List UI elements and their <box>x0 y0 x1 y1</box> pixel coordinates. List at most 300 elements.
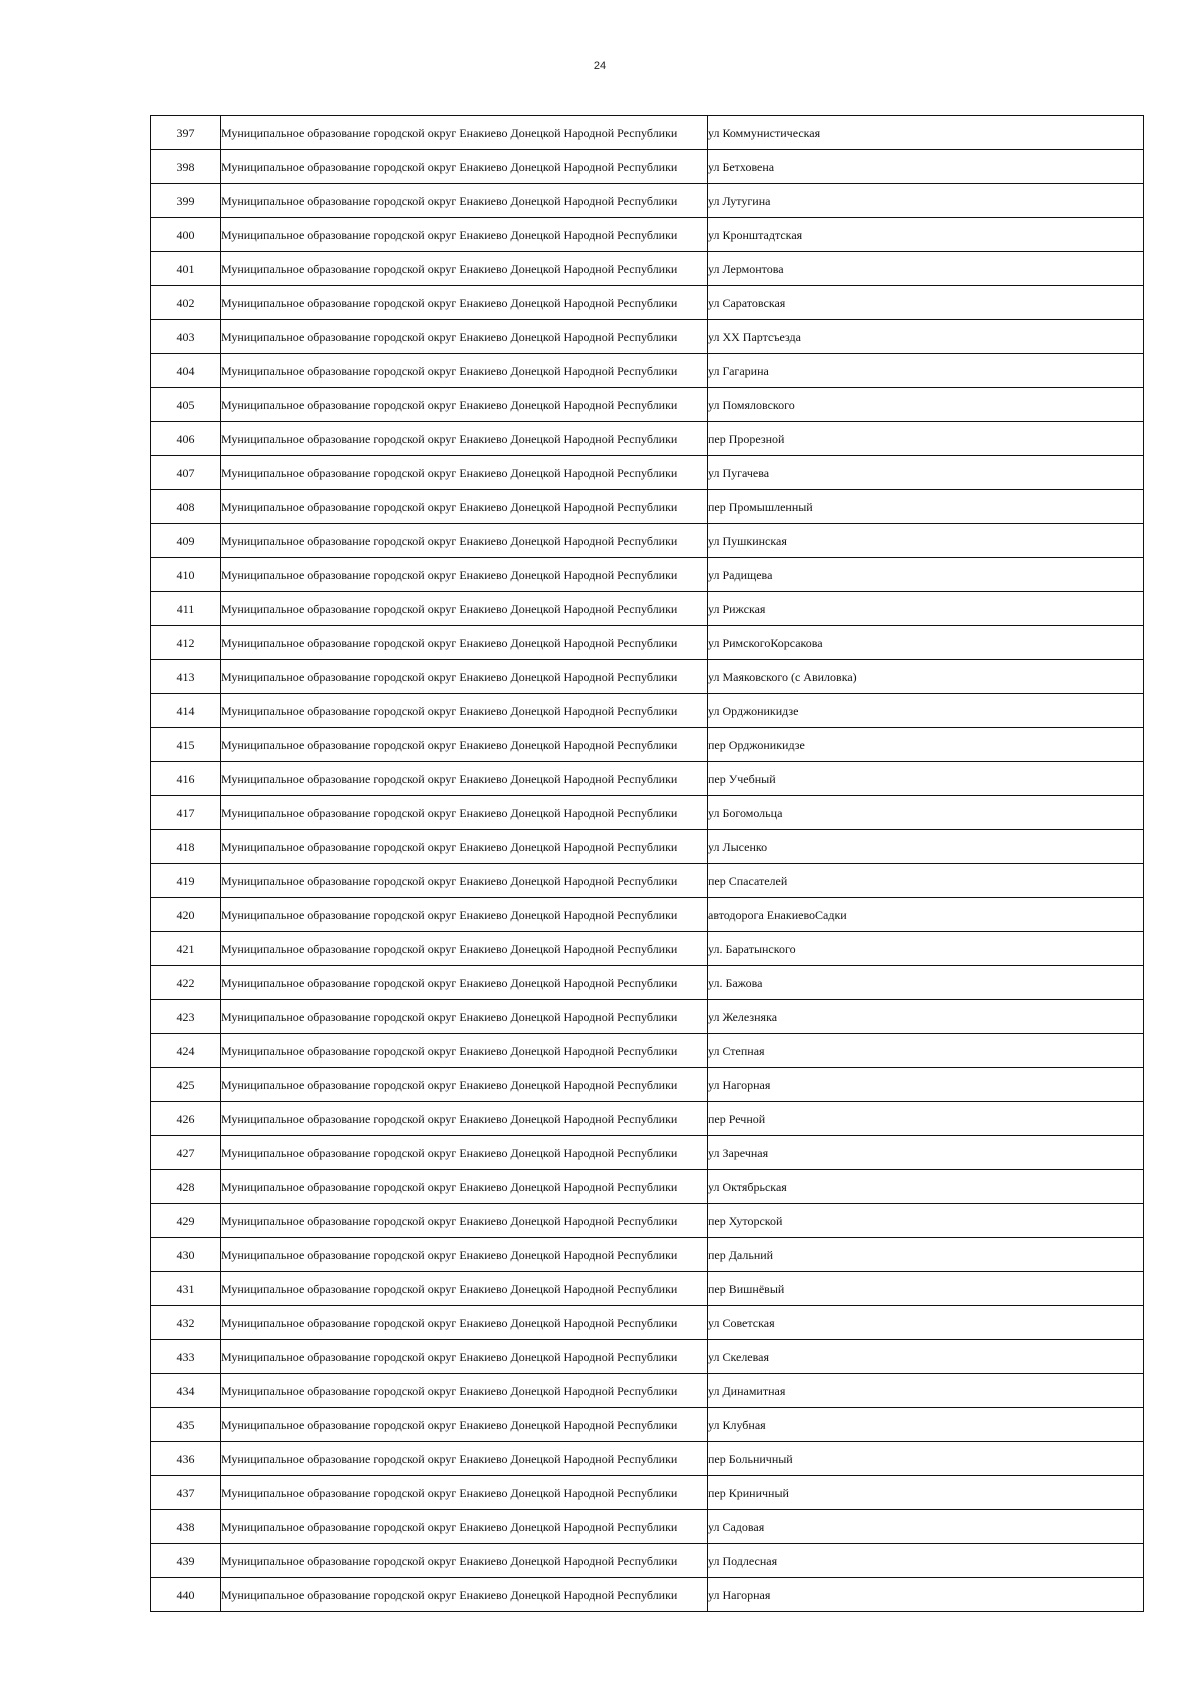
row-number-cell-text: 427 <box>176 1145 195 1160</box>
municipality-cell <box>221 1102 708 1136</box>
table-row <box>151 762 1144 796</box>
table-row <box>151 184 1144 218</box>
street-cell <box>708 1238 1144 1272</box>
street-cell <box>708 286 1144 320</box>
street-cell <box>708 184 1144 218</box>
street-cell-text: ул Степная <box>708 1043 765 1058</box>
row-number-cell-text: 406 <box>176 431 195 446</box>
row-number-cell-text: 425 <box>176 1077 195 1092</box>
street-cell <box>708 422 1144 456</box>
street-cell <box>708 388 1144 422</box>
table-row <box>151 286 1144 320</box>
row-number-cell-text: 428 <box>176 1179 195 1194</box>
registry-table <box>150 115 1144 1612</box>
street-cell-text: ул Лермонтова <box>708 261 784 276</box>
street-cell-text: ул ХХ Партсъезда <box>708 329 801 344</box>
row-number-cell-text: 437 <box>176 1485 195 1500</box>
street-cell-text: ул Помяловского <box>708 397 795 412</box>
municipality-cell-text: Муниципальное образование городской округ Енакиево Донецкой Народной Республики <box>221 363 678 378</box>
municipality-cell-text: Муниципальное образование городской округ Енакиево Донецкой Народной Республики <box>221 1587 678 1602</box>
street-cell-text: ул. Баратынского <box>708 941 796 956</box>
table-row <box>151 150 1144 184</box>
row-number-cell-text: 400 <box>176 227 195 242</box>
street-cell-text: ул Пугачева <box>708 465 770 480</box>
row-number-cell-text: 399 <box>176 193 195 208</box>
municipality-cell-text: Муниципальное образование городской округ Енакиево Донецкой Народной Республики <box>221 737 678 752</box>
municipality-cell-text: Муниципальное образование городской округ Енакиево Донецкой Народной Республики <box>221 295 678 310</box>
street-cell-text: пер Орджоникидзе <box>708 737 805 752</box>
municipality-cell-text: Муниципальное образование городской округ Енакиево Донецкой Народной Республики <box>221 1383 678 1398</box>
row-number-cell-text: 429 <box>176 1213 195 1228</box>
row-number-cell <box>151 354 221 388</box>
street-cell <box>708 796 1144 830</box>
municipality-cell-text: Муниципальное образование городской округ Енакиево Донецкой Народной Республики <box>221 1145 678 1160</box>
row-number-cell-text: 411 <box>176 601 195 616</box>
table-row <box>151 252 1144 286</box>
municipality-cell-text: Муниципальное образование городской округ Енакиево Донецкой Народной Республики <box>221 533 678 548</box>
municipality-cell <box>221 184 708 218</box>
street-cell <box>708 456 1144 490</box>
table-row <box>151 1408 1144 1442</box>
municipality-cell <box>221 286 708 320</box>
table-row <box>151 1510 1144 1544</box>
street-cell <box>708 762 1144 796</box>
municipality-cell-text: Муниципальное образование городской округ Енакиево Донецкой Народной Республики <box>221 159 678 174</box>
street-cell-text: ул Клубная <box>708 1417 766 1432</box>
row-number-cell <box>151 1510 221 1544</box>
street-cell-text: ул. Бажова <box>708 975 763 990</box>
row-number-cell <box>151 898 221 932</box>
table-row <box>151 490 1144 524</box>
street-cell <box>708 1408 1144 1442</box>
municipality-cell-text: Муниципальное образование городской округ Енакиево Донецкой Народной Республики <box>221 193 678 208</box>
row-number-cell <box>151 1102 221 1136</box>
street-cell <box>708 1340 1144 1374</box>
row-number-cell-text: 421 <box>176 941 195 956</box>
municipality-cell <box>221 1476 708 1510</box>
municipality-cell <box>221 660 708 694</box>
municipality-cell <box>221 1000 708 1034</box>
row-number-cell <box>151 218 221 252</box>
municipality-cell <box>221 320 708 354</box>
row-number-cell-text: 416 <box>176 771 195 786</box>
municipality-cell <box>221 1544 708 1578</box>
municipality-cell <box>221 1510 708 1544</box>
table-row <box>151 728 1144 762</box>
table-row <box>151 966 1144 1000</box>
table-row <box>151 456 1144 490</box>
municipality-cell-text: Муниципальное образование городской округ Енакиево Донецкой Народной Республики <box>221 1111 678 1126</box>
table-row <box>151 1340 1144 1374</box>
row-number-cell-text: 409 <box>176 533 195 548</box>
municipality-cell-text: Муниципальное образование городской округ Енакиево Донецкой Народной Республики <box>221 941 678 956</box>
table-row <box>151 626 1144 660</box>
street-cell <box>708 1306 1144 1340</box>
street-cell <box>708 1068 1144 1102</box>
street-cell <box>708 1272 1144 1306</box>
municipality-cell <box>221 490 708 524</box>
street-cell-text: пер Криничный <box>708 1485 789 1500</box>
row-number-cell <box>151 320 221 354</box>
municipality-cell <box>221 1272 708 1306</box>
municipality-cell-text: Муниципальное образование городской округ Енакиево Донецкой Народной Республики <box>221 1485 678 1500</box>
row-number-cell-text: 423 <box>176 1009 195 1024</box>
municipality-cell-text: Муниципальное образование городской округ Енакиево Донецкой Народной Республики <box>221 1043 678 1058</box>
street-cell-text: пер Речной <box>708 1111 766 1126</box>
street-cell <box>708 1170 1144 1204</box>
street-cell-text: ул Пушкинская <box>708 533 787 548</box>
table-row <box>151 422 1144 456</box>
street-cell <box>708 1476 1144 1510</box>
row-number-cell <box>151 864 221 898</box>
street-cell <box>708 1544 1144 1578</box>
row-number-cell <box>151 660 221 694</box>
table-row <box>151 1476 1144 1510</box>
row-number-cell-text: 426 <box>176 1111 195 1126</box>
row-number-cell <box>151 966 221 1000</box>
municipality-cell <box>221 1306 708 1340</box>
municipality-cell <box>221 932 708 966</box>
street-cell <box>708 660 1144 694</box>
street-cell-text: ул Богомольца <box>708 805 783 820</box>
municipality-cell <box>221 456 708 490</box>
row-number-cell-text: 440 <box>176 1587 195 1602</box>
row-number-cell-text: 422 <box>176 975 195 990</box>
street-cell-text: пер Спасателей <box>708 873 788 888</box>
street-cell <box>708 1578 1144 1612</box>
table-row <box>151 1102 1144 1136</box>
municipality-cell <box>221 252 708 286</box>
table-row <box>151 1204 1144 1238</box>
row-number-cell <box>151 388 221 422</box>
street-cell-text: ул Скелевая <box>708 1349 769 1364</box>
municipality-cell <box>221 1340 708 1374</box>
municipality-cell-text: Муниципальное образование городской округ Енакиево Донецкой Народной Республики <box>221 431 678 446</box>
row-number-cell <box>151 490 221 524</box>
row-number-cell-text: 402 <box>176 295 195 310</box>
table-row <box>151 1272 1144 1306</box>
street-cell <box>708 898 1144 932</box>
row-number-cell <box>151 150 221 184</box>
street-cell-text: пер Вишнёвый <box>708 1281 785 1296</box>
row-number-cell <box>151 1442 221 1476</box>
municipality-cell-text: Муниципальное образование городской округ Енакиево Донецкой Народной Республики <box>221 907 678 922</box>
municipality-cell <box>221 558 708 592</box>
municipality-cell-text: Муниципальное образование городской округ Енакиево Донецкой Народной Республики <box>221 703 678 718</box>
row-number-cell-text: 434 <box>176 1383 195 1398</box>
table-row <box>151 1442 1144 1476</box>
table-row <box>151 796 1144 830</box>
table-row <box>151 660 1144 694</box>
street-cell-text: ул Лысенко <box>708 839 768 854</box>
municipality-cell-text: Муниципальное образование городской округ Енакиево Донецкой Народной Республики <box>221 1281 678 1296</box>
street-cell-text: ул Подлесная <box>708 1553 778 1568</box>
street-cell <box>708 1510 1144 1544</box>
street-cell <box>708 320 1144 354</box>
municipality-cell <box>221 626 708 660</box>
row-number-cell <box>151 1340 221 1374</box>
street-cell <box>708 490 1144 524</box>
row-number-cell-text: 417 <box>176 805 195 820</box>
street-cell <box>708 626 1144 660</box>
row-number-cell <box>151 762 221 796</box>
municipality-cell-text: Муниципальное образование городской округ Енакиево Донецкой Народной Республики <box>221 1179 678 1194</box>
municipality-cell <box>221 830 708 864</box>
row-number-cell <box>151 796 221 830</box>
table-row <box>151 388 1144 422</box>
table-row <box>151 1170 1144 1204</box>
municipality-cell-text: Муниципальное образование городской округ Енакиево Донецкой Народной Республики <box>221 1519 678 1534</box>
municipality-cell <box>221 1034 708 1068</box>
table-row <box>151 1238 1144 1272</box>
municipality-cell-text: Муниципальное образование городской округ Енакиево Донецкой Народной Республики <box>221 805 678 820</box>
row-number-cell-text: 410 <box>176 567 195 582</box>
municipality-cell <box>221 728 708 762</box>
street-cell-text: ул Гагарина <box>708 363 769 378</box>
row-number-cell-text: 438 <box>176 1519 195 1534</box>
row-number-cell <box>151 830 221 864</box>
municipality-cell <box>221 898 708 932</box>
street-cell <box>708 864 1144 898</box>
municipality-cell <box>221 354 708 388</box>
row-number-cell-text: 407 <box>176 465 195 480</box>
street-cell <box>708 830 1144 864</box>
municipality-cell <box>221 388 708 422</box>
municipality-cell <box>221 694 708 728</box>
municipality-cell <box>221 966 708 1000</box>
row-number-cell-text: 433 <box>176 1349 195 1364</box>
municipality-cell <box>221 796 708 830</box>
row-number-cell <box>151 184 221 218</box>
row-number-cell-text: 404 <box>176 363 195 378</box>
table-row <box>151 1034 1144 1068</box>
municipality-cell-text: Муниципальное образование городской округ Енакиево Донецкой Народной Республики <box>221 1077 678 1092</box>
row-number-cell <box>151 1476 221 1510</box>
street-cell <box>708 218 1144 252</box>
street-cell-text: пер Хуторской <box>708 1213 783 1228</box>
municipality-cell <box>221 762 708 796</box>
street-cell <box>708 1442 1144 1476</box>
municipality-cell-text: Муниципальное образование городской округ Енакиево Донецкой Народной Республики <box>221 1213 678 1228</box>
row-number-cell-text: 415 <box>176 737 195 752</box>
street-cell <box>708 1204 1144 1238</box>
street-cell-text: пер Больничный <box>708 1451 793 1466</box>
row-number-cell-text: 398 <box>176 159 195 174</box>
table-row <box>151 1578 1144 1612</box>
table-row <box>151 694 1144 728</box>
street-cell-text: ул Орджоникидзе <box>708 703 799 718</box>
row-number-cell <box>151 932 221 966</box>
street-cell-text: ул Садовая <box>708 1519 765 1534</box>
street-cell-text: пер Прорезной <box>708 431 785 446</box>
municipality-cell-text: Муниципальное образование городской округ Енакиево Донецкой Народной Республики <box>221 669 678 684</box>
street-cell <box>708 1034 1144 1068</box>
municipality-cell-text: Муниципальное образование городской округ Енакиево Донецкой Народной Республики <box>221 567 678 582</box>
table-row <box>151 1136 1144 1170</box>
municipality-cell-text: Муниципальное образование городской округ Енакиево Донецкой Народной Республики <box>221 261 678 276</box>
municipality-cell <box>221 524 708 558</box>
table-row <box>151 558 1144 592</box>
table-row <box>151 1544 1144 1578</box>
row-number-cell-text: 397 <box>176 125 195 140</box>
row-number-cell <box>151 422 221 456</box>
row-number-cell-text: 412 <box>176 635 195 650</box>
street-cell-text: ул Рижская <box>708 601 766 616</box>
municipality-cell-text: Муниципальное образование городской округ Енакиево Донецкой Народной Республики <box>221 873 678 888</box>
row-number-cell-text: 439 <box>176 1553 195 1568</box>
row-number-cell <box>151 456 221 490</box>
street-cell-text: автодорога ЕнакиевоСадки <box>708 907 847 922</box>
row-number-cell-text: 435 <box>176 1417 195 1432</box>
municipality-cell <box>221 592 708 626</box>
row-number-cell <box>151 1034 221 1068</box>
street-cell <box>708 592 1144 626</box>
street-cell-text: ул Нагорная <box>708 1587 771 1602</box>
row-number-cell-text: 419 <box>176 873 195 888</box>
municipality-cell <box>221 1204 708 1238</box>
municipality-cell <box>221 422 708 456</box>
municipality-cell-text: Муниципальное образование городской округ Енакиево Донецкой Народной Республики <box>221 329 678 344</box>
table-row <box>151 830 1144 864</box>
municipality-cell-text: Муниципальное образование городской округ Енакиево Донецкой Народной Республики <box>221 227 678 242</box>
row-number-cell-text: 420 <box>176 907 195 922</box>
municipality-cell-text: Муниципальное образование городской округ Енакиево Донецкой Народной Республики <box>221 635 678 650</box>
row-number-cell-text: 436 <box>176 1451 195 1466</box>
table-row <box>151 898 1144 932</box>
table-row <box>151 932 1144 966</box>
municipality-cell-text: Муниципальное образование городской округ Енакиево Донецкой Народной Республики <box>221 1349 678 1364</box>
municipality-cell <box>221 1578 708 1612</box>
municipality-cell-text: Муниципальное образование городской округ Енакиево Донецкой Народной Республики <box>221 1009 678 1024</box>
registry-table-body <box>151 116 1144 1612</box>
street-cell <box>708 932 1144 966</box>
street-cell-text: ул Коммунистическая <box>708 125 821 140</box>
municipality-cell-text: Муниципальное образование городской округ Енакиево Донецкой Народной Республики <box>221 1315 678 1330</box>
street-cell <box>708 1102 1144 1136</box>
street-cell-text: ул Саратовская <box>708 295 786 310</box>
municipality-cell <box>221 116 708 150</box>
row-number-cell-text: 432 <box>176 1315 195 1330</box>
row-number-cell <box>151 1544 221 1578</box>
row-number-cell-text: 403 <box>176 329 195 344</box>
street-cell-text: ул Динамитная <box>708 1383 786 1398</box>
street-cell-text: ул Железняка <box>708 1009 778 1024</box>
street-cell <box>708 694 1144 728</box>
street-cell-text: ул Советская <box>708 1315 775 1330</box>
street-cell <box>708 1000 1144 1034</box>
municipality-cell-text: Муниципальное образование городской округ Енакиево Донецкой Народной Республики <box>221 397 678 412</box>
street-cell <box>708 966 1144 1000</box>
municipality-cell-text: Муниципальное образование городской округ Енакиево Донецкой Народной Республики <box>221 771 678 786</box>
row-number-cell <box>151 1578 221 1612</box>
row-number-cell <box>151 694 221 728</box>
row-number-cell <box>151 1000 221 1034</box>
municipality-cell <box>221 218 708 252</box>
row-number-cell <box>151 1272 221 1306</box>
row-number-cell <box>151 1238 221 1272</box>
table-row <box>151 320 1144 354</box>
page-number: 24 <box>593 60 607 72</box>
table-row <box>151 524 1144 558</box>
municipality-cell-text: Муниципальное образование городской округ Енакиево Донецкой Народной Республики <box>221 465 678 480</box>
street-cell-text: ул Маяковского (с Авиловка) <box>708 669 857 684</box>
table-row <box>151 1000 1144 1034</box>
municipality-cell <box>221 1068 708 1102</box>
municipality-cell-text: Муниципальное образование городской округ Енакиево Донецкой Народной Республики <box>221 601 678 616</box>
row-number-cell <box>151 558 221 592</box>
row-number-cell-text: 408 <box>176 499 195 514</box>
street-cell <box>708 558 1144 592</box>
row-number-cell <box>151 524 221 558</box>
table-row <box>151 864 1144 898</box>
street-cell-text: ул Заречная <box>708 1145 769 1160</box>
municipality-cell <box>221 1374 708 1408</box>
row-number-cell <box>151 728 221 762</box>
street-cell <box>708 1374 1144 1408</box>
municipality-cell-text: Муниципальное образование городской округ Енакиево Донецкой Народной Республики <box>221 1417 678 1432</box>
row-number-cell <box>151 1306 221 1340</box>
street-cell <box>708 354 1144 388</box>
municipality-cell-text: Муниципальное образование городской округ Енакиево Донецкой Народной Республики <box>221 975 678 990</box>
street-cell <box>708 252 1144 286</box>
row-number-cell <box>151 1170 221 1204</box>
street-cell-text: ул Бетховена <box>708 159 775 174</box>
municipality-cell <box>221 1238 708 1272</box>
municipality-cell-text: Муниципальное образование городской округ Енакиево Донецкой Народной Республики <box>221 1553 678 1568</box>
row-number-cell <box>151 116 221 150</box>
municipality-cell-text: Муниципальное образование городской округ Енакиево Донецкой Народной Республики <box>221 499 678 514</box>
street-cell-text: ул Лутугина <box>708 193 771 208</box>
municipality-cell <box>221 1136 708 1170</box>
row-number-cell <box>151 592 221 626</box>
row-number-cell-text: 418 <box>176 839 195 854</box>
table-row <box>151 218 1144 252</box>
street-cell-text: ул Кронштадтская <box>708 227 803 242</box>
row-number-cell <box>151 1374 221 1408</box>
street-cell <box>708 728 1144 762</box>
row-number-cell <box>151 1068 221 1102</box>
table-row <box>151 354 1144 388</box>
municipality-cell <box>221 1408 708 1442</box>
street-cell-text: ул РимскогоКорсакова <box>708 635 823 650</box>
row-number-cell <box>151 286 221 320</box>
row-number-cell-text: 414 <box>176 703 195 718</box>
municipality-cell <box>221 1170 708 1204</box>
street-cell-text: пер Учебный <box>708 771 776 786</box>
street-cell <box>708 524 1144 558</box>
municipality-cell-text: Муниципальное образование городской округ Енакиево Донецкой Народной Республики <box>221 839 678 854</box>
municipality-cell-text: Муниципальное образование городской округ Енакиево Донецкой Народной Республики <box>221 125 678 140</box>
street-cell <box>708 116 1144 150</box>
street-cell-text: ул Октябрьская <box>708 1179 787 1194</box>
municipality-cell-text: Муниципальное образование городской округ Енакиево Донецкой Народной Республики <box>221 1247 678 1262</box>
row-number-cell-text: 430 <box>176 1247 195 1262</box>
street-cell <box>708 150 1144 184</box>
row-number-cell <box>151 1408 221 1442</box>
table-row <box>151 116 1144 150</box>
row-number-cell <box>151 626 221 660</box>
street-cell-text: ул Радищева <box>708 567 773 582</box>
row-number-cell-text: 413 <box>176 669 195 684</box>
street-cell-text: ул Нагорная <box>708 1077 771 1092</box>
municipality-cell <box>221 150 708 184</box>
street-cell <box>708 1136 1144 1170</box>
row-number-cell-text: 424 <box>176 1043 195 1058</box>
row-number-cell <box>151 252 221 286</box>
municipality-cell-text: Муниципальное образование городской округ Енакиево Донецкой Народной Республики <box>221 1451 678 1466</box>
row-number-cell <box>151 1204 221 1238</box>
row-number-cell <box>151 1136 221 1170</box>
